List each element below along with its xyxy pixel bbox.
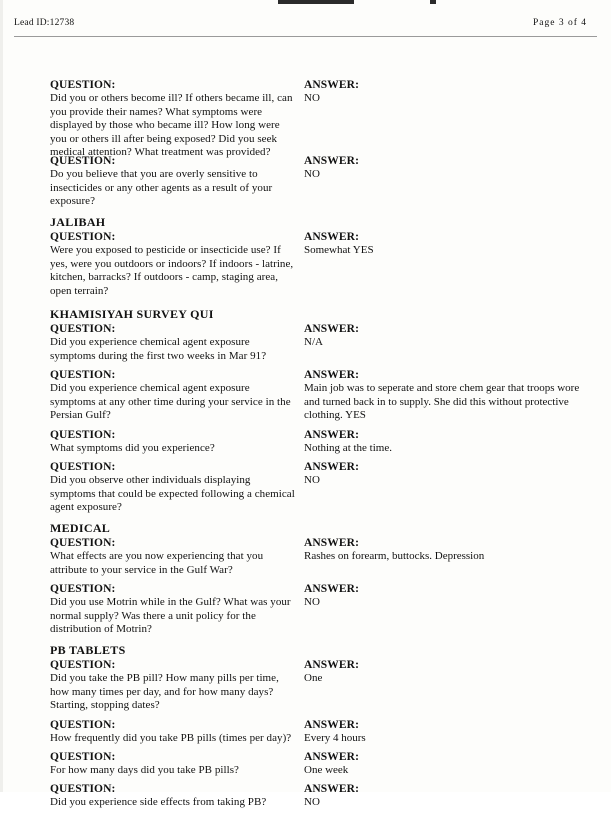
answer-text: Every 4 hours [304,732,366,744]
question-text: Did you experience chemical agent exposure symptoms at any other time during your service in the Persian Gulf? [50,382,291,422]
answer-column [304,658,590,686]
header-rule [14,36,597,37]
answer-text: One week [304,764,349,776]
question-label: QUESTION: [50,659,116,671]
answer-column [304,782,590,810]
scan-artifact-mark [430,0,436,4]
section-heading: JALIBAH [50,215,106,229]
question-column [50,428,295,456]
scan-artifact-bar [278,0,354,4]
lead-id-label: Lead ID: [14,18,50,28]
question-column [50,230,295,298]
answer-label: ANSWER: [304,537,360,549]
question-column [50,718,295,746]
answer-label: ANSWER: [304,751,360,763]
question-label: QUESTION: [50,369,116,381]
answer-label: ANSWER: [304,79,360,91]
answer-label: ANSWER: [304,719,360,731]
qa-row [50,428,590,458]
question-column [50,582,295,637]
qa-row [50,78,590,159]
answer-text: NO [304,474,320,486]
answer-column [304,322,590,350]
answer-label: ANSWER: [304,783,360,795]
question-text: For how many days did you take PB pills? [50,764,239,776]
qa-row [50,582,590,640]
answer-label: ANSWER: [304,323,360,335]
lead-id [14,18,74,28]
answer-text: NO [304,168,320,180]
question-column [50,536,295,577]
question-label: QUESTION: [50,79,116,91]
qa-row [50,658,590,716]
answer-column [304,460,590,488]
answer-column [304,78,590,106]
qa-row [50,750,590,780]
answer-text: NO [304,92,320,104]
qa-row [50,154,590,212]
answer-text: N/A [304,336,323,348]
question-label: QUESTION: [50,429,116,441]
qa-row [50,718,590,748]
answer-column [304,718,590,746]
question-text: Did you experience chemical agent exposure symptoms during the first two weeks in Mar 91? [50,336,267,362]
section-heading: PB TABLETS [50,643,126,657]
section-heading: KHAMISIYAH SURVEY QUI [50,307,214,321]
question-column [50,782,295,810]
question-column [50,154,295,209]
question-column [50,658,295,713]
answer-column [304,428,590,456]
qa-row [50,368,590,426]
question-label: QUESTION: [50,751,116,763]
answer-column [304,536,590,564]
scan-edge [0,0,3,792]
qa-row [50,536,590,580]
answer-label: ANSWER: [304,155,360,167]
question-text: Did you observe other individuals displaying symptoms that could be expected following a chemical agent exposure? [50,474,295,514]
answer-text: Main job was to seperate and store chem gear that troops wore and turned back in to supply. She did this without protective clothing. YES [304,382,580,422]
question-label: QUESTION: [50,537,116,549]
answer-text: NO [304,596,320,608]
qa-row [50,460,590,518]
question-text: Did you or others become ill? If others became ill, can you provide their names? What symptoms were displayed by those who became ill? How long were you or others ill after being exposed? Did you seek medical attention? What treatment was provided? [50,92,293,159]
answer-label: ANSWER: [304,659,360,671]
answer-text: One [304,672,323,684]
qa-content [50,78,590,814]
answer-text: NO [304,796,320,808]
answer-text: Nothing at the time. [304,442,392,454]
answer-column [304,154,590,182]
question-label: QUESTION: [50,155,116,167]
qa-row [50,230,590,304]
answer-text: Somewhat YES [304,244,374,256]
question-column [50,750,295,778]
question-column [50,322,295,363]
question-label: QUESTION: [50,231,116,243]
answer-text: Rashes on forearm, buttocks. Depression [304,550,485,562]
question-column [50,368,295,423]
question-text: What effects are you now experiencing that you attribute to your service in the Gulf War? [50,550,264,576]
question-label: QUESTION: [50,719,116,731]
question-text: How frequently did you take PB pills (times per day)? [50,732,292,744]
lead-id-value: 12738 [49,18,75,28]
question-text: Did you take the PB pill? How many pills per time, how many times per day, and for how many days? Starting, stopping dates? [50,672,279,712]
question-label: QUESTION: [50,323,116,335]
answer-column [304,230,590,258]
question-label: QUESTION: [50,583,116,595]
answer-label: ANSWER: [304,369,360,381]
answer-label: ANSWER: [304,461,360,473]
answer-label: ANSWER: [304,429,360,441]
question-column [50,78,295,160]
qa-row [50,782,590,812]
qa-row [50,322,590,366]
answer-label: ANSWER: [304,583,360,595]
question-column [50,460,295,515]
answer-column [304,582,590,610]
answer-label: ANSWER: [304,231,360,243]
page-number: Page 3 of 4 [532,18,587,28]
question-text: Do you believe that you are overly sensitive to insecticides or any other agents as a result of your exposure? [50,168,273,208]
question-text: Did you use Motrin while in the Gulf? What was your normal supply? Was there a unit policy for the distribution of Motrin? [50,596,291,636]
question-label: QUESTION: [50,783,116,795]
question-text: Were you exposed to pesticide or insecticide use? If yes, were you outdoors or indoors? If indoors - latrine, kitchen, barracks? If outdoors - camp, staging area, open terrain? [50,244,294,297]
section-heading: MEDICAL [50,521,111,535]
answer-column [304,368,590,423]
answer-column [304,750,590,778]
page-header [0,18,611,34]
question-text: What symptoms did you experience? [50,442,215,454]
question-label: QUESTION: [50,461,116,473]
question-text: Did you experience side effects from taking PB? [50,796,267,808]
